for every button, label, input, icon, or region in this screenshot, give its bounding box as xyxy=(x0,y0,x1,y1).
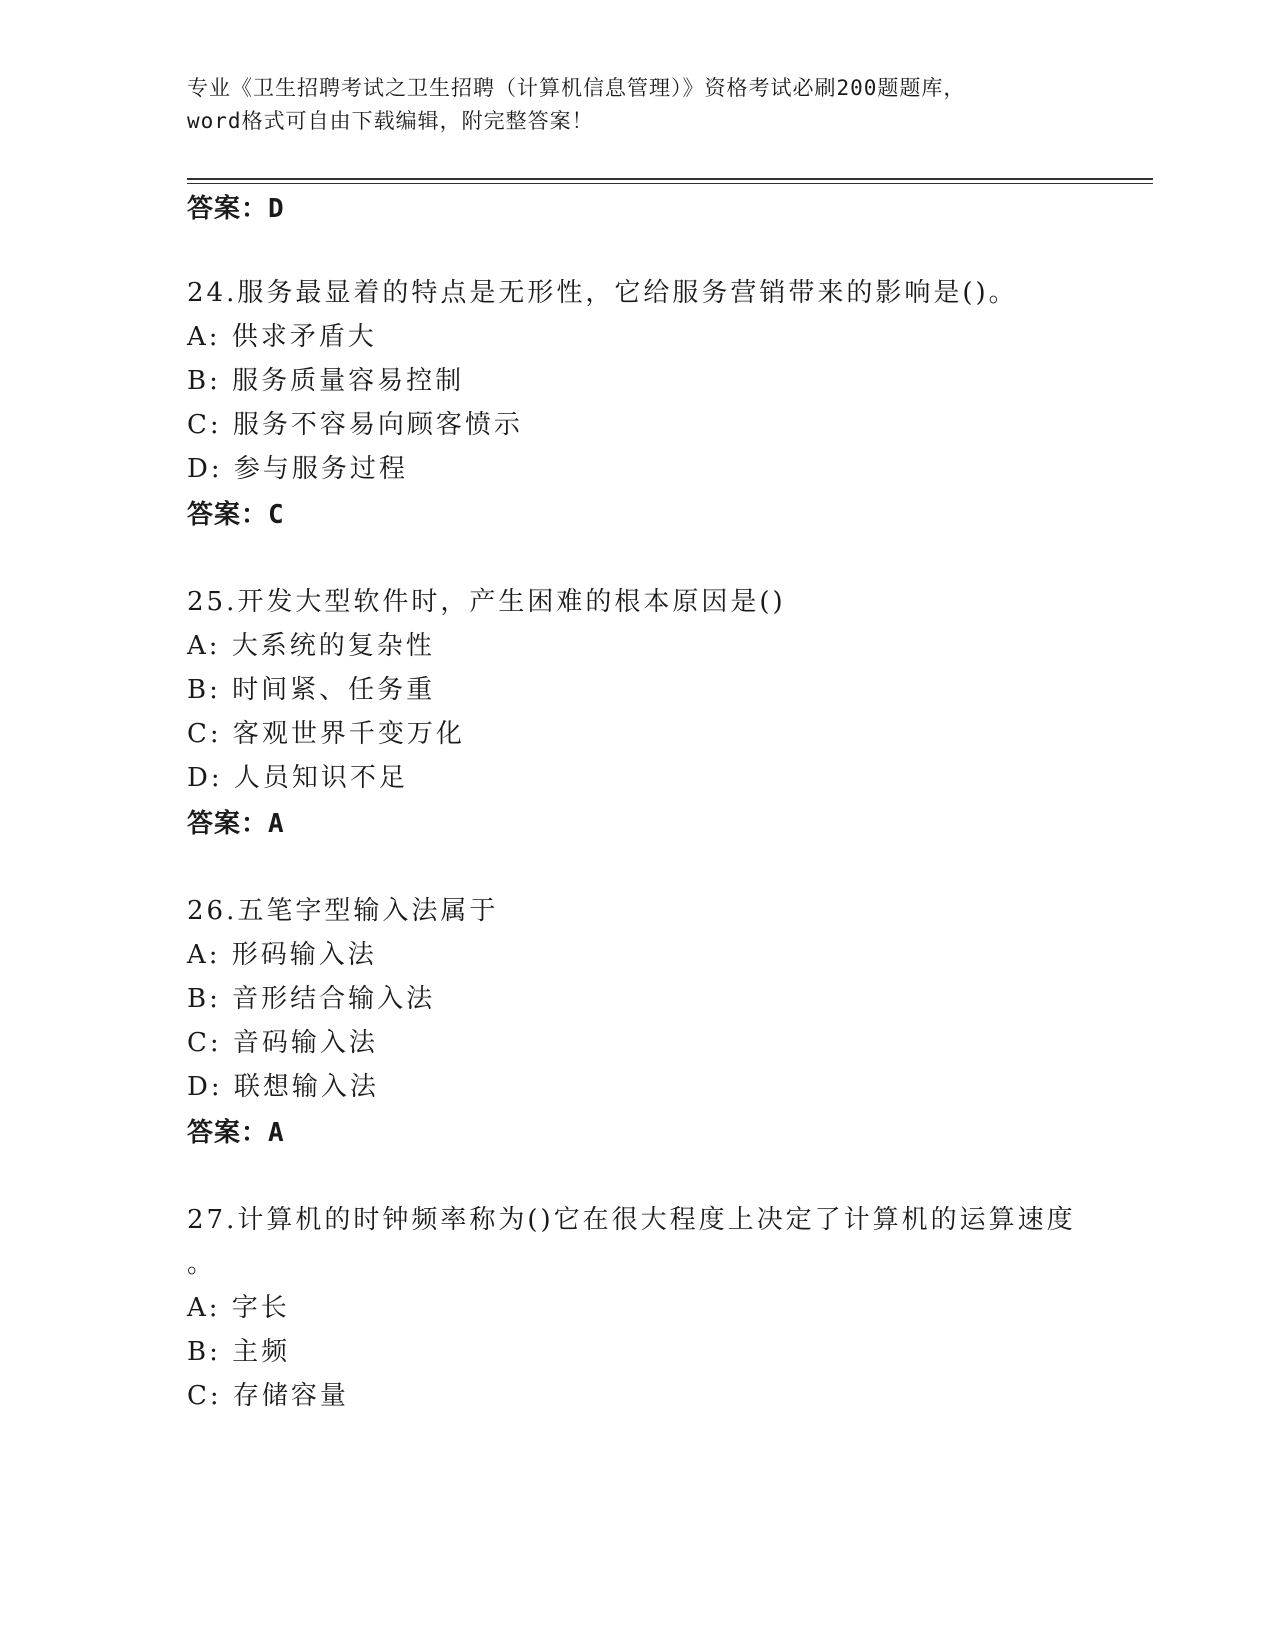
answer-line: 答案：C xyxy=(187,500,285,530)
option-d: D: 人员知识不足 xyxy=(187,763,408,793)
question-stem-continuation: 。 xyxy=(187,1249,217,1279)
document-header xyxy=(187,72,1067,138)
option-b: B: 主频 xyxy=(187,1337,291,1367)
question-stem: 26.五笔字型输入法属于 xyxy=(187,896,499,926)
option-b: B: 时间紧、任务重 xyxy=(187,675,436,705)
header-divider-thick xyxy=(187,178,1153,180)
option-b: B: 音形结合输入法 xyxy=(187,984,436,1014)
option-d: D: 联想输入法 xyxy=(187,1072,379,1102)
option-c: C: 客观世界千变万化 xyxy=(187,719,465,749)
answer-line: 答案：D xyxy=(187,194,285,224)
option-a: A: 字长 xyxy=(187,1293,290,1323)
question-stem: 27.计算机的时钟频率称为()它在很大程度上决定了计算机的运算速度 xyxy=(187,1205,1076,1235)
header-divider-thin xyxy=(187,183,1153,184)
option-b: B: 服务质量容易控制 xyxy=(187,366,465,396)
question-stem: 24.服务最显着的特点是无形性，它给服务营销带来的影响是()。 xyxy=(187,278,1018,308)
option-a: A: 供求矛盾大 xyxy=(187,322,377,352)
header-line-2: word格式可自由下载编辑，附完整答案！ xyxy=(187,109,594,133)
answer-line: 答案：A xyxy=(187,809,285,839)
header-line-1: 专业《卫生招聘考试之卫生招聘（计算机信息管理）》资格考试必刷200题题库， xyxy=(187,76,966,100)
answer-line: 答案：A xyxy=(187,1118,285,1148)
option-a: A: 形码输入法 xyxy=(187,940,377,970)
question-stem: 25.开发大型软件时，产生困难的根本原因是() xyxy=(187,587,786,617)
option-c: C: 存储容量 xyxy=(187,1381,349,1411)
option-a: A: 大系统的复杂性 xyxy=(187,631,435,661)
option-c: C: 服务不容易向顾客愤示 xyxy=(187,410,523,440)
option-c: C: 音码输入法 xyxy=(187,1028,378,1058)
option-d: D: 参与服务过程 xyxy=(187,454,408,484)
